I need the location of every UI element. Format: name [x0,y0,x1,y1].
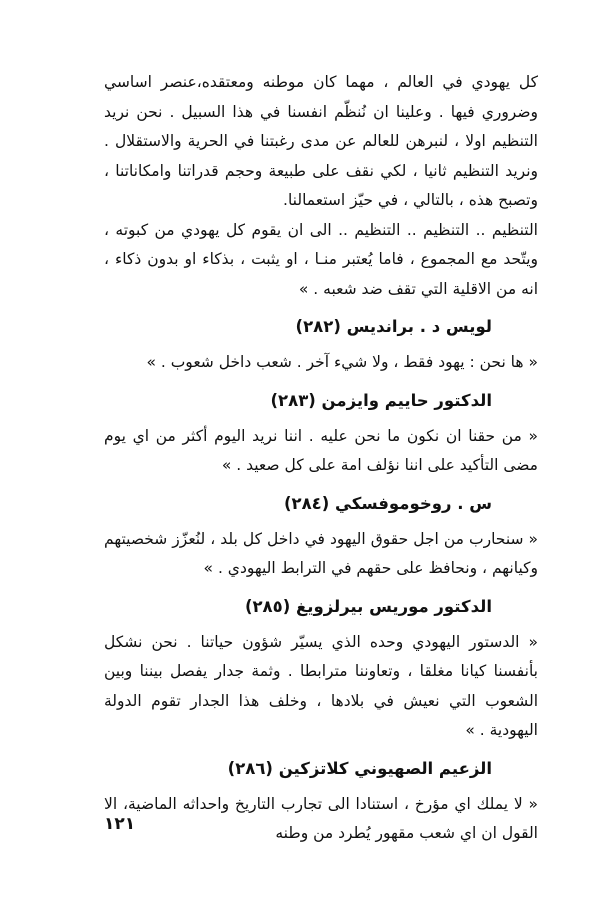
section-heading: الدكتور موريس بيرلزويغ (٢٨٥) [244,596,492,616]
section-heading: س . روخوموفسكي (٢٨٤) [283,493,492,513]
section-heading: الدكتور حاييم وايزمن (٢٨٣) [270,390,492,410]
intro-paragraph: كل يهودي في العالم ، مهما كان موطنه ومعتقده،عنصر اساسي وضروري فيها . وعلينا ان نُنظّم انفسنا في هذا السبيل . نحن نريد التنظيم اولا ، لنبرهن للعالم عن مدى رغبتنا في الحرية والاستقلال . ونريد التنظيم ثانيا ، لكي نقف على طبيعة وحجم قدراتنا وامكاناتنا ، وتصبح هذه ، بالتالي ، في حيّز استعمالنا. [104,73,538,209]
quote-paragraph: « لا يملك اي مؤرخ ، استنادا الى تجارب التاريخ واحداثه الماضية، الا القول ان اي شعب مقهور يُطرد من وطنه [104,794,538,842]
quote-paragraph: « الدستور اليهودي وحده الذي يسيّر شؤون حياتنا . نحن نشكل بأنفسنا كيانا مغلقا ، وتعاوننا مترابطا . وثمة جدار يفصل بيننا وبين الشعوب التي نعيش في بلادها ، وخلف هذا الجدار تقوم الدولة اليهودية . » [104,632,538,739]
quote-paragraph: « ها نحن : يهود فقط ، ولا شيء آخر . شعب داخل شعوب . » [146,353,538,371]
page-body [104,68,538,849]
section-heading: لويس د . برانديس (٢٨٢) [295,317,492,336]
intro-paragraph: التنظيم .. التنظيم .. التنظيم .. الى ان يقوم كل يهودي من كبوته ، ويتّحد مع المجموع ، فاما يُعتبر منـا ، او يثبت ، بذكاء او بدون ذكاء ، انه من الاقلية التي تقف ضد شعبه . » [104,220,538,298]
section-heading: الزعيم الصهيوني كلاتزكين (٢٨٦) [227,758,492,778]
quote-paragraph: « من حقنا ان نكون ما نحن عليه . اننا نريد اليوم أكثر من اي يوم مضى التأكيد على اننا نؤلف امة على كل صعيد . » [104,426,538,474]
quote-paragraph: « سنحارب من اجل حقوق اليهود في داخل كل بلد ، لنُعزّز شخصيتهم وكيانهم ، ونحافظ على حقهم في الترابط اليهودي . » [104,529,538,577]
page-number: ١٢١ [104,814,136,834]
